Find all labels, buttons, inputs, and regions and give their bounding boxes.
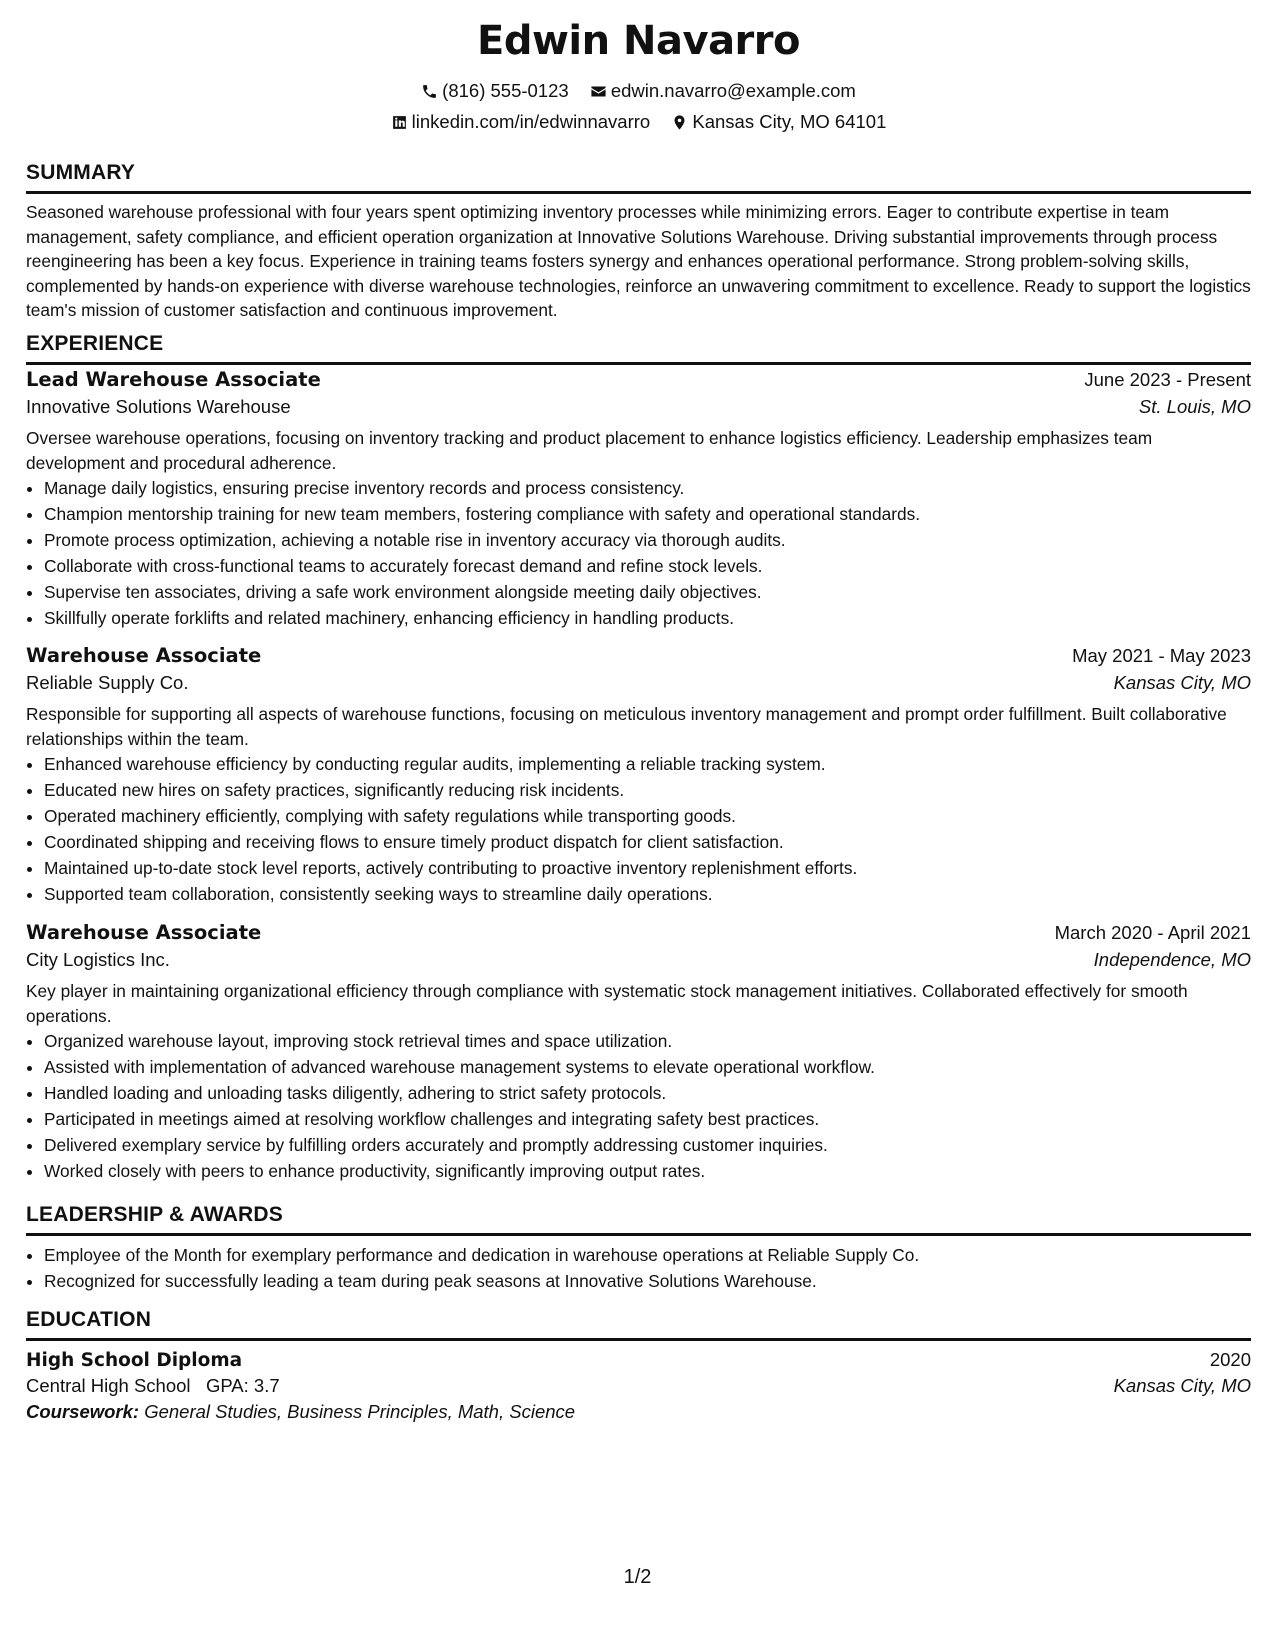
email-text[interactable]: edwin.navarro@example.com <box>610 80 856 101</box>
list-item: • Employee of the Month for exemplary performance and dedication in warehouse operations at Reliable Supply Co. <box>44 1242 1251 1268</box>
email-contact[interactable] <box>590 80 856 102</box>
school-location: Kansas City, MO <box>1113 1375 1251 1396</box>
experience-section <box>26 330 1251 365</box>
phone-contact <box>421 80 569 102</box>
job-company: City Logistics Inc. <box>26 949 170 970</box>
job-bullets <box>26 1028 1251 1184</box>
job-description: Responsible for supporting all aspects of warehouse functions, focusing on meticulous inventory management and prompt order fulfillment. Built collaborative relationships within the team. <box>26 704 1227 749</box>
list-item: • Manage daily logistics, ensuring precise inventory records and process consistency. <box>44 475 1251 501</box>
job-entry <box>26 644 1251 907</box>
contact-line-1 <box>26 80 1251 105</box>
summary-heading: SUMMARY <box>26 161 136 184</box>
job-header <box>26 368 1251 391</box>
job-header <box>26 921 1251 944</box>
job-location: Independence, MO <box>1093 949 1251 970</box>
education-section <box>26 1306 1251 1423</box>
experience-heading: EXPERIENCE <box>26 332 164 355</box>
school-name: Central High School <box>26 1375 191 1396</box>
job-subheader <box>26 396 1251 418</box>
job-location: St. Louis, MO <box>1138 396 1251 417</box>
list-item: • Collaborate with cross-functional teams to accurately forecast demand and refine stock levels. <box>44 553 1251 579</box>
list-item: • Champion mentorship training for new team members, fostering compliance with safety and operational standards. <box>44 501 1251 527</box>
job-description: Oversee warehouse operations, focusing on inventory tracking and product placement to enhance logistics efficiency. Leadership emphasizes team development and procedural adherence. <box>26 428 1153 473</box>
list-item: • Worked closely with peers to enhance productivity, significantly improving output rates. <box>44 1158 1251 1184</box>
contact-line-2 <box>26 111 1251 136</box>
linkedin-contact[interactable] <box>391 111 651 133</box>
list-item: • Organized warehouse layout, improving stock retrieval times and space utilization. <box>44 1028 1251 1054</box>
list-item: • Handled loading and unloading tasks diligently, adhering to strict safety protocols. <box>44 1080 1251 1106</box>
job-title: Warehouse Associate <box>26 921 262 944</box>
job-entry <box>26 368 1251 631</box>
job-title: Warehouse Associate <box>26 644 262 667</box>
coursework-line <box>26 1401 1251 1423</box>
job-dates: March 2020 - April 2021 <box>1054 922 1251 943</box>
list-item: • Delivered exemplary service by fulfilling orders accurately and promptly addressing customer inquiries. <box>44 1132 1251 1158</box>
education-subheader <box>26 1375 1251 1397</box>
list-item: • Participated in meetings aimed at resolving workflow challenges and integrating safety best practices. <box>44 1106 1251 1132</box>
job-title: Lead Warehouse Associate <box>26 368 321 391</box>
linkedin-icon <box>391 114 408 131</box>
section-divider <box>26 362 1251 365</box>
list-item: • Supported team collaboration, consistently seeking ways to streamline daily operations. <box>44 881 1251 907</box>
location-text: Kansas City, MO 64101 <box>692 111 887 132</box>
section-divider <box>26 1233 1251 1236</box>
candidate-name: Edwin Navarro <box>477 18 800 64</box>
leadership-heading: LEADERSHIP & AWARDS <box>26 1203 283 1226</box>
job-company: Reliable Supply Co. <box>26 672 189 693</box>
list-item: • Supervise ten associates, driving a safe work environment alongside meeting daily objectives. <box>44 579 1251 605</box>
location-contact <box>671 111 886 133</box>
list-item: • Promote process optimization, achieving a notable rise in inventory accuracy via thorough audits. <box>44 527 1251 553</box>
job-dates: June 2023 - Present <box>1084 369 1251 390</box>
job-entry <box>26 921 1251 1184</box>
envelope-icon <box>590 83 607 100</box>
summary-text: Seasoned warehouse professional with four years spent optimizing inventory processes while minimizing errors. Eager to contribute expertise in team management, safety compliance, and efficient operation organization at Innovative Solutions Warehouse. Driving substantial improvements through process reengineering has been a key focus. Experience in training teams fosters synergy and enhances operational performance. Strong problem-solving skills, complemented by hands-on experience with diverse warehouse technologies, reinforce an unwavering commitment to excellence. Ready to support the logistics team's mission of customer satisfaction and continuous improvement. <box>26 202 1251 320</box>
award-list <box>26 1242 1251 1294</box>
job-bullets <box>26 475 1251 631</box>
job-description: Key player in maintaining organizational efficiency through compliance with systematic stock management initiatives. Collaborated effectively for smooth operations. <box>26 981 1188 1026</box>
coursework-text: General Studies, Business Principles, Math, Science <box>144 1401 576 1422</box>
job-dates: May 2021 - May 2023 <box>1072 645 1251 666</box>
map-marker-icon <box>671 114 688 131</box>
section-divider <box>26 1338 1251 1341</box>
leadership-section <box>26 1201 1251 1294</box>
graduation-year: 2020 <box>1209 1349 1251 1370</box>
list-item: • Operated machinery efficiently, complying with safety regulations while transporting goods. <box>44 803 1251 829</box>
list-item: • Assisted with implementation of advanced warehouse management systems to elevate operational workflow. <box>44 1054 1251 1080</box>
linkedin-text[interactable]: linkedin.com/in/edwinnavarro <box>411 111 651 132</box>
job-subheader <box>26 672 1251 694</box>
list-item: • Recognized for successfully leading a team during peak seasons at Innovative Solutions Warehouse. <box>44 1268 1251 1294</box>
resume-page <box>26 0 1251 1650</box>
job-location: Kansas City, MO <box>1113 672 1251 693</box>
job-subheader <box>26 949 1251 971</box>
list-item: • Educated new hires on safety practices, significantly reducing risk incidents. <box>44 777 1251 803</box>
degree-name: High School Diploma <box>26 1350 243 1371</box>
section-divider <box>26 191 1251 194</box>
list-item: • Coordinated shipping and receiving flows to ensure timely product dispatch for client satisfaction. <box>44 829 1251 855</box>
list-item: • Maintained up-to-date stock level reports, actively contributing to proactive inventory replenishment efforts. <box>44 855 1251 881</box>
list-item: • Skillfully operate forklifts and related machinery, enhancing efficiency in handling products. <box>44 605 1251 631</box>
education-heading: EDUCATION <box>26 1308 152 1331</box>
job-bullets <box>26 751 1251 907</box>
summary-section <box>26 159 1251 323</box>
job-company: Innovative Solutions Warehouse <box>26 396 291 417</box>
education-header <box>26 1349 1251 1371</box>
phone-text: (816) 555-0123 <box>442 80 569 101</box>
page-number: 1/2 <box>623 1566 652 1588</box>
job-header <box>26 644 1251 667</box>
phone-icon <box>421 83 438 100</box>
coursework-label: Coursework: <box>26 1401 140 1422</box>
list-item: • Enhanced warehouse efficiency by conducting regular audits, implementing a reliable tracking system. <box>44 751 1251 777</box>
gpa: GPA: 3.7 <box>205 1375 280 1396</box>
school-line <box>26 1375 280 1397</box>
